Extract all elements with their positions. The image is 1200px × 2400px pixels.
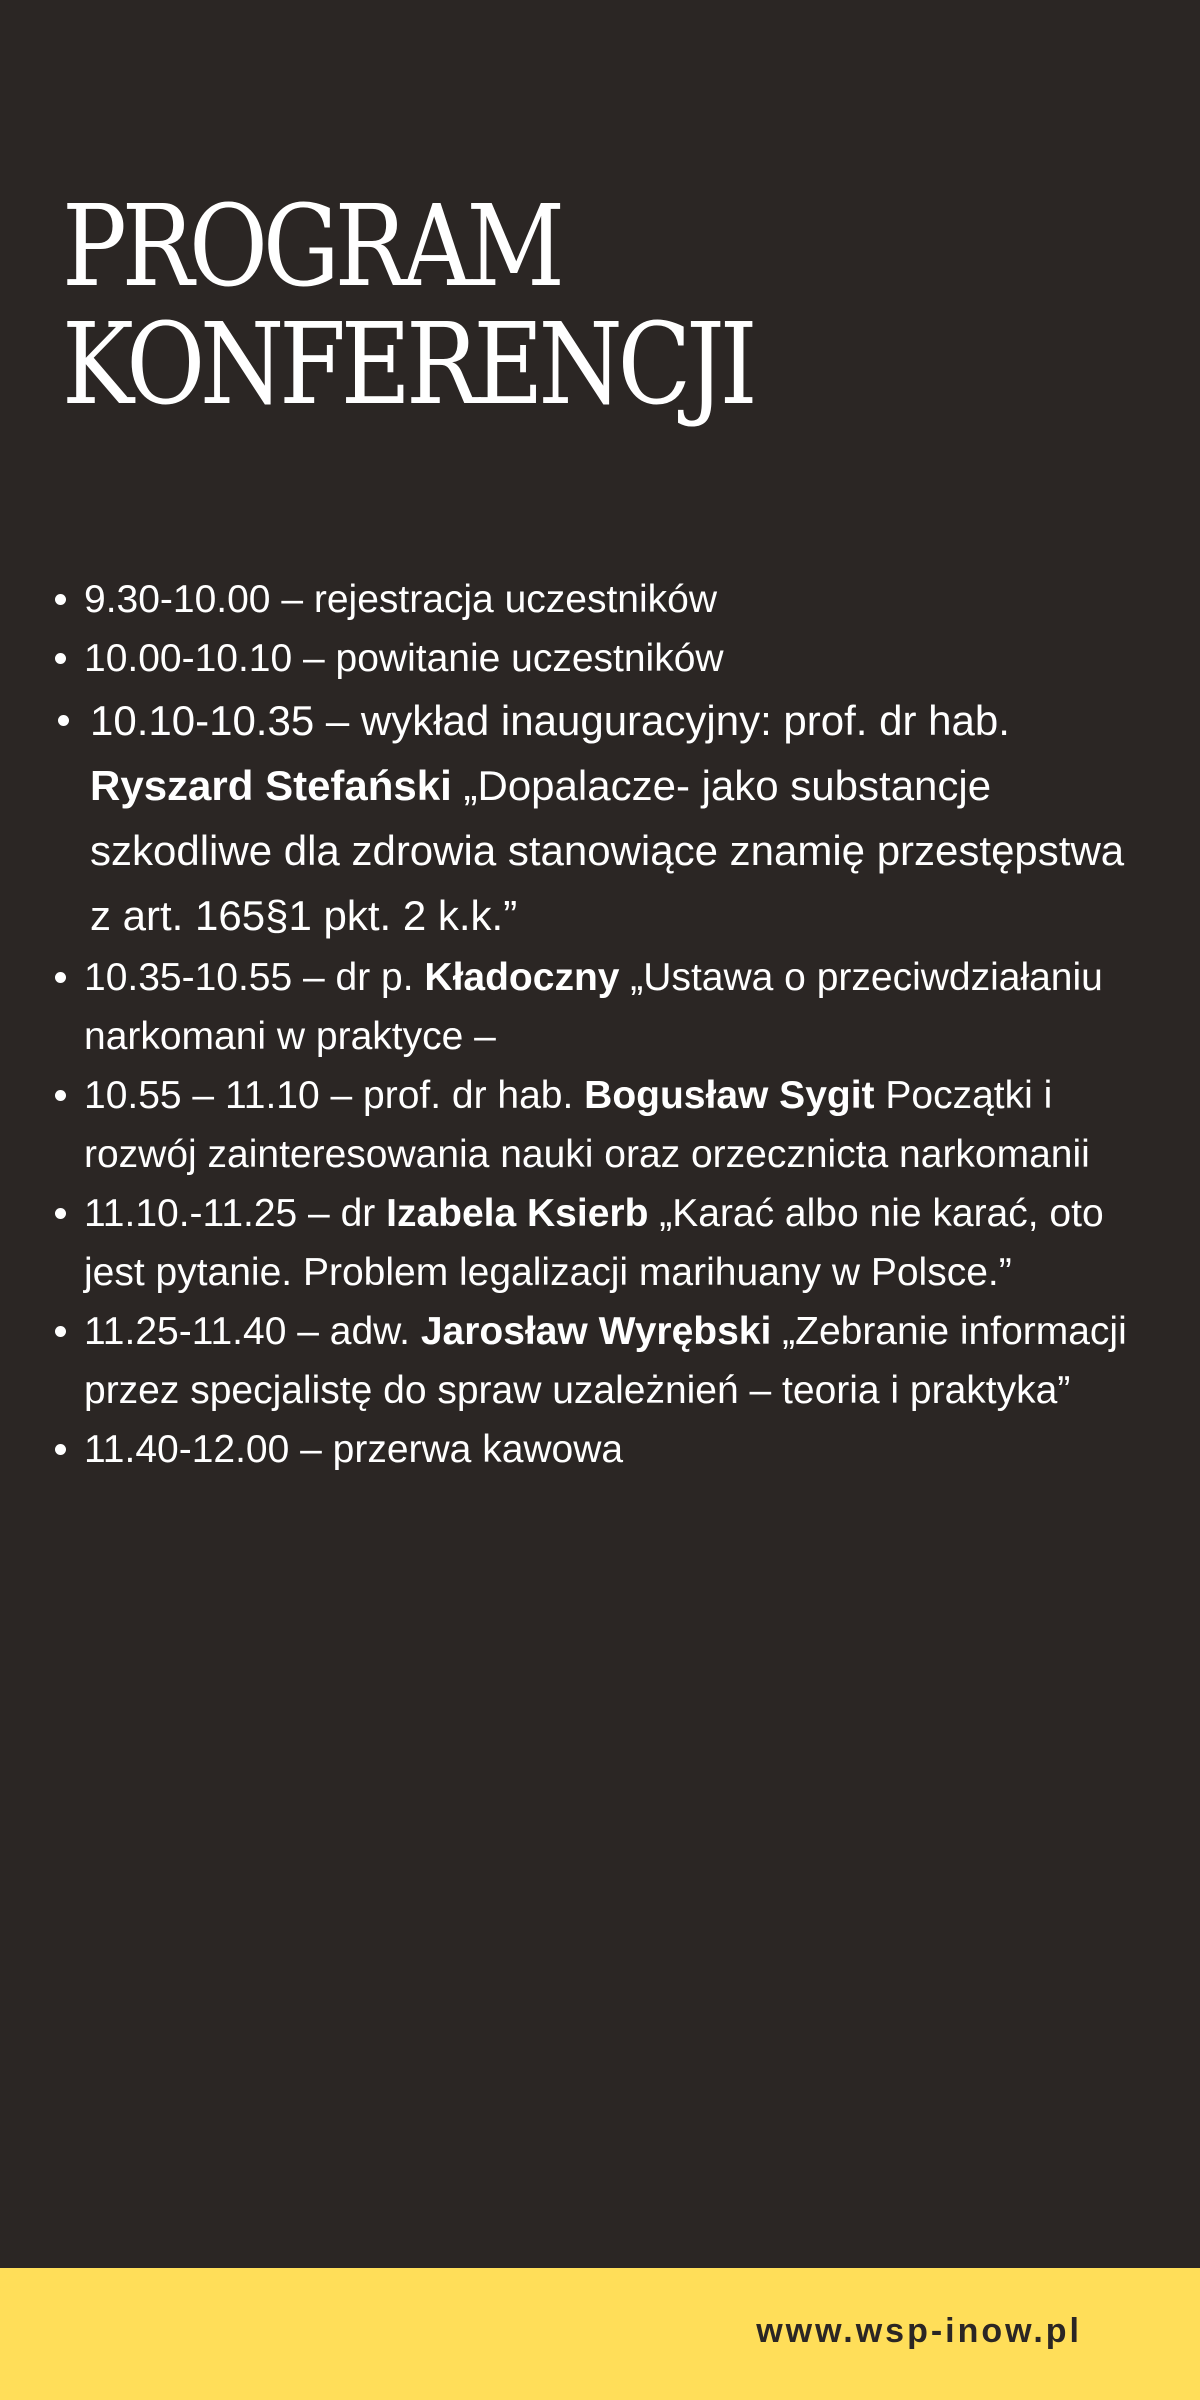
agenda-item-lecture-sygit [52,1066,1132,1184]
lecture-title: „Ustawa o przeciwdziałaniu narkomani w praktyce – [84,956,1103,1058]
agenda-item-welcome [52,629,1132,688]
bullet-dot-icon [55,972,66,983]
page-title [62,182,753,430]
agenda-item-text: 11.10.-11.25 – dr [84,1192,387,1235]
lecture-title: „Karać albo nie karać, oto jest pytanie. Problem legalizacji marihuany w Polsce.” [84,1192,1104,1294]
agenda-item-text: 11.40-12.00 – przerwa kawowa [84,1428,624,1471]
bullet-dot-icon [58,715,69,726]
agenda-item-lecture-ksierb [52,1184,1132,1302]
agenda-item-text: 11.25-11.40 – adw. [84,1310,421,1353]
speaker-name: Jarosław Wyrębski [420,1310,772,1353]
title-line-1: PROGRAM [62,182,560,312]
title-line-2: KONFERENCJI [62,300,753,430]
bullet-dot-icon [55,594,66,605]
bullet-dot-icon [55,1326,66,1337]
agenda-item-inaugural-lecture [52,688,1132,948]
speaker-name: Izabela Ksierb [386,1192,649,1235]
website-url: www.wsp-inow.pl [756,2312,1082,2350]
lecture-title: „Zebranie informacji przez specjalistę do spraw uzależnień – teoria i praktyka” [84,1310,1127,1412]
bullet-dot-icon [55,653,66,664]
agenda-item-text: 10.00-10.10 – powitanie uczestników [84,637,724,680]
agenda-item-text: 10.10-10.35 – wykład inauguracyjny: prof. dr hab. [90,697,1010,744]
speaker-name: Ryszard Stefański [90,762,452,809]
agenda-item-lecture-wyrebski [52,1302,1132,1420]
agenda-item-text: 10.35-10.55 – dr p. [84,956,425,999]
agenda-item-coffee-break [52,1420,1132,1479]
agenda-item-text: 10.55 – 11.10 – prof. dr hab. [84,1074,585,1117]
speaker-name: Kładoczny [424,956,620,999]
agenda-item-text: 9.30-10.00 – rejestracja uczestników [84,578,718,621]
speaker-name: Bogusław Sygit [584,1074,875,1117]
bullet-dot-icon [55,1208,66,1219]
agenda-item-registration [52,570,1132,629]
agenda-list [52,570,1132,1479]
lecture-title: Początki i rozwój zainteresowania nauki oraz orzecznicta narkomanii [84,1074,1090,1176]
bullet-dot-icon [55,1090,66,1101]
footer-band [0,2268,1200,2400]
bullet-dot-icon [55,1444,66,1455]
lecture-title: „Dopalacze- jako substancje szkodliwe dla zdrowia stanowiące znamię przestępstwa z art. 165§1 pkt. 2 k.k.” [90,762,1125,939]
agenda-item-lecture-kladoczny [52,948,1132,1066]
